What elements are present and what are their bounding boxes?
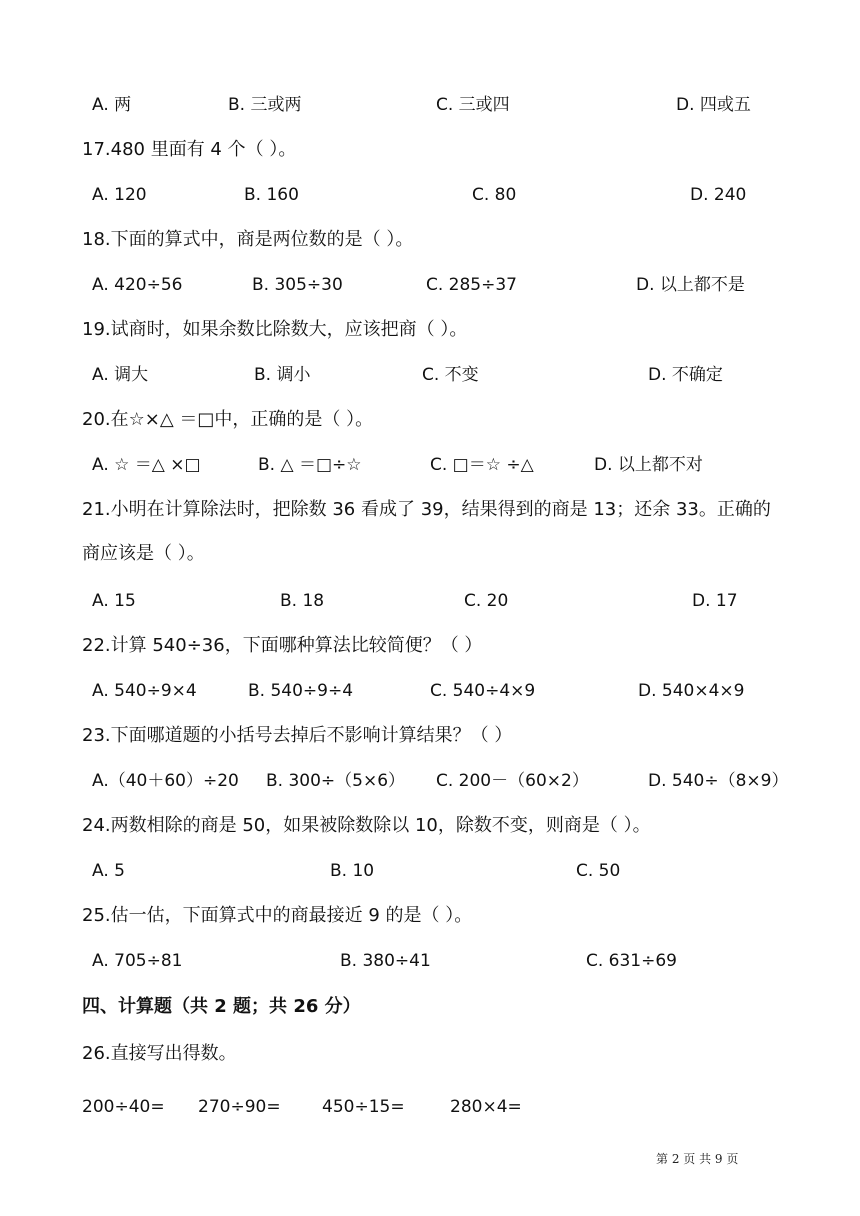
question-17: 17.480 里面有 4 个（ ）。 bbox=[82, 139, 297, 160]
options-q16 bbox=[92, 90, 792, 120]
option-a: A. 705÷81 bbox=[92, 951, 183, 971]
option-a: A. 两 bbox=[92, 95, 132, 115]
option-c: C. 80 bbox=[472, 185, 517, 205]
option-d: D. 240 bbox=[690, 185, 747, 205]
options-q23 bbox=[92, 766, 792, 796]
option-d: D. 17 bbox=[692, 591, 738, 611]
option-a: A. 120 bbox=[92, 185, 147, 205]
question-19: 19.试商时，如果余数比除数大，应该把商（ ）。 bbox=[82, 319, 468, 340]
question-22: 22.计算 540÷36，下面哪种算法比较简便？（ ） bbox=[82, 635, 483, 656]
option-a: A. 调大 bbox=[92, 365, 149, 385]
option-a: A. ☆ ＝△ ×□ bbox=[92, 455, 201, 475]
option-b: B. 160 bbox=[244, 185, 299, 205]
option-c: C. □＝☆ ÷△ bbox=[430, 455, 534, 475]
options-q21 bbox=[92, 586, 792, 616]
options-q25 bbox=[92, 946, 792, 976]
options-q18 bbox=[92, 270, 792, 300]
option-c: C. 不变 bbox=[422, 365, 479, 385]
option-d: D. 以上都不是 bbox=[636, 275, 745, 295]
option-c: C. 三或四 bbox=[436, 95, 510, 115]
calc-item: 280×4= bbox=[450, 1097, 522, 1117]
calc-item: 450÷15= bbox=[322, 1097, 405, 1117]
question-25: 25.估一估，下面算式中的商最接近 9 的是（ ）。 bbox=[82, 905, 473, 926]
option-c: C. 20 bbox=[464, 591, 509, 611]
section-heading: 四、计算题（共 2 题；共 26 分） bbox=[82, 996, 361, 1017]
options-q24 bbox=[92, 856, 792, 886]
options-q20 bbox=[92, 450, 792, 480]
option-b: B. △ ＝□÷☆ bbox=[258, 455, 362, 475]
options-q17 bbox=[92, 180, 792, 210]
option-b: B. 调小 bbox=[254, 365, 311, 385]
option-b: B. 18 bbox=[280, 591, 325, 611]
question-18: 18.下面的算式中，商是两位数的是（ ）。 bbox=[82, 229, 414, 250]
option-d: D. 四或五 bbox=[676, 95, 751, 115]
option-c: C. 200－（60×2） bbox=[436, 771, 589, 791]
question-21: 21.小明在计算除法时，把除数 36 看成了 39，结果得到的商是 13；还余 33。正确的商应该是（ ）。 bbox=[82, 499, 771, 564]
option-a: A. 420÷56 bbox=[92, 275, 183, 295]
options-q22 bbox=[92, 676, 792, 706]
option-b: B. 380÷41 bbox=[340, 951, 431, 971]
option-b: B. 540÷9÷4 bbox=[248, 681, 354, 701]
option-a: A. 540÷9×4 bbox=[92, 681, 197, 701]
calc-item: 200÷40= bbox=[82, 1097, 165, 1117]
option-b: B. 305÷30 bbox=[252, 275, 343, 295]
option-b: B. 10 bbox=[330, 861, 375, 881]
option-c: C. 285÷37 bbox=[426, 275, 518, 295]
option-d: D. 540÷（8×9） bbox=[648, 771, 789, 791]
question-26: 26.直接写出得数。 bbox=[82, 1043, 237, 1064]
option-b: B. 300÷（5×6） bbox=[266, 771, 406, 791]
option-c: C. 50 bbox=[576, 861, 621, 881]
option-b: B. 三或两 bbox=[228, 95, 302, 115]
page-number: 第 2 页 共 9 页 bbox=[656, 1152, 739, 1166]
option-c: C. 631÷69 bbox=[586, 951, 678, 971]
options-q19 bbox=[92, 360, 792, 390]
question-24: 24.两数相除的商是 50，如果被除数除以 10，除数不变，则商是（ ）。 bbox=[82, 815, 651, 836]
option-a: A. 5 bbox=[92, 861, 125, 881]
option-d: D. 540×4×9 bbox=[638, 681, 745, 701]
question-23: 23.下面哪道题的小括号去掉后不影响计算结果？（ ） bbox=[82, 725, 513, 746]
option-d: D. 不确定 bbox=[648, 365, 723, 385]
option-c: C. 540÷4×9 bbox=[430, 681, 536, 701]
option-a: A. 15 bbox=[92, 591, 136, 611]
option-a: A.（40＋60）÷20 bbox=[92, 771, 239, 791]
calc-item: 270÷90= bbox=[198, 1097, 281, 1117]
option-d: D. 以上都不对 bbox=[594, 455, 703, 475]
question-20: 20.在☆×△ ＝□中，正确的是（ ）。 bbox=[82, 409, 374, 430]
